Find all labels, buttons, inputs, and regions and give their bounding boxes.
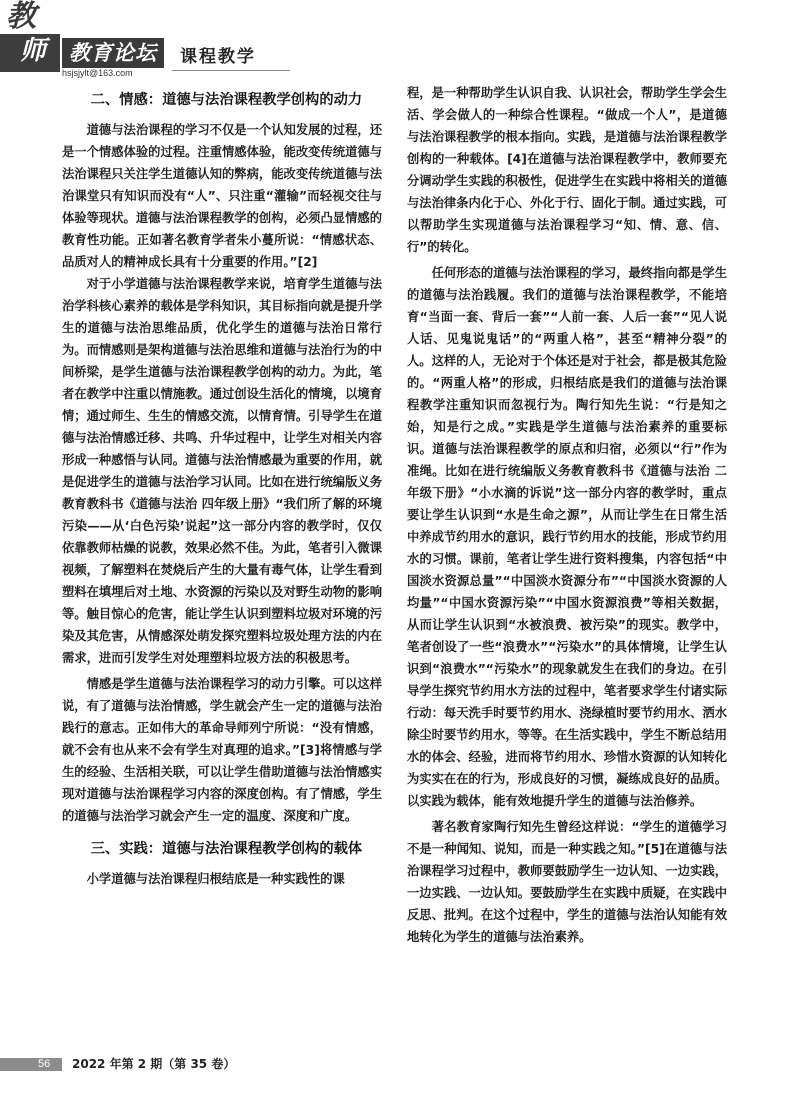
paragraph: 道德与法治课程的学习不仅是一个认知发展的过程，还是一个情感体验的过程。注重情感体验，能改变传统道德与法治课程只关注学生道德认知的弊病，能改变传统道德与法治课堂只有知识而没有“人”、只注重“灌输”而轻视交往与体验等现状。道德与法治课程教学的创构，必须凸显情感的教育性功能。正如著名教育学者朱小蔓所说：“情感状态、品质对人的精神成长具有十分重要的作用。”[2]: [62, 123, 382, 269]
paragraph: 任何形态的道德与法治课程的学习，最终指向都是学生的道德与法治践履。我们的道德与法治课程教学，不能培育“当面一套、背后一套”“人前一套、人后一套”“见人说人话、见鬼说鬼话”的“两重人格”，甚至“精神分裂”的人。这样的人，无论对于个体还是对于社会，都是极其危险的。“两重人格”的形成，归根结底是我们的道德与法治课程教学注重知识而忽视行为。陶行知先生说：“行是知之始，知是行之成。”实践是学生道德与法治素养的重要标识。道德与法治课程教学的原点和归宿，必须以“行”作为准绳。比如在进行统编版义务教育教科书《道德与法治 二年级下册》“小水滴的诉说”这一部分内容的教学时，重点要让学生认识到“水是生命之源”，从而让学生在日常生活中养成节约用水的意识，践行节约用水的技能，形成节约用水的习惯。课前，笔者让学生进行资料搜集，内容包括“中国淡水资源总量”“中国淡水资源分布”“中国淡水资源的人均量”“中国水资源污染”“中国水资源浪费”等相关数据，从而让学生认识到“水被浪费、被污染”的现实。教学中，笔者创设了一些“浪费水”“污染水”的具体情境，让学生认识到“浪费水”“污染水”的现象就发生在我们的身边。在引导学生探究节约用水方法的过程中，笔者要求学生付诸实际行动：每天洗手时要节约用水、浇绿植时要节约用水、洒水除尘时要节约用水，等等。在生活实践中，学生不断总结用水的体会、经验，进而将节约用水、珍惜水资源的认知转化为实实在在的行为，形成良好的习惯，凝练成良好的品质。以实践为载体，能有效地提升学生的道德与法治修养。: [407, 266, 727, 808]
page-number: 56: [38, 1058, 51, 1070]
paragraph: 程，是一种帮助学生认识自我、认识社会，帮助学生学会生活、学会做人的一种综合性课程。“做成一个人”，是道德与法治课程教学的根本指向。实践，是道德与法治课程教学创构的一种载体。[4]在道德与法治课程教学中，教师要充分调动学生实践的积极性，促进学生在实践中将相关的道德与法治律条内化于心、外化于行、固化于制。通过实践，可以帮助学生实现道德与法治课程学习“知、情、意、信、行”的转化。: [407, 86, 727, 254]
paragraph: 情感是学生道德与法治课程学习的动力引擎。可以这样说，有了道德与法治情感，学生就会产生一定的道德与法治践行的意志。正如伟大的革命导师列宁所说：“没有情感，就不会有也从来不会有学生对真理的追求。”[3]将情感与学生的经验、生活相关联，可以让学生借助道德与法治情感实现对道德与法治课程学习内容的深度创构。有了情感，学生的道德与法治学习就会产生一定的温度、深度和广度。: [62, 677, 382, 823]
logo-char-2: 师: [20, 36, 47, 66]
paragraph: 对于小学道德与法治课程教学来说，培育学生道德与法治学科核心素养的载体是学科知识，其目标指向就是提升学生的道德与法治思维品质，优化学生的道德与法治日常行为。而情感则是架构道德与法治思维和道德与法治行为的中间桥梁，是学生道德与法治课程教学创构的动力。为此，笔者在教学中注重以情施教。通过创设生活化的情境，以境育情；通过师生、生生的情感交流，以情育情。引导学生在道德与法治情感迁移、共鸣、升华过程中，让学生对相关内容形成一种感悟与认同。道德与法治情感最为重要的作用，就是促进学生的道德与法治学习认同。比如在进行统编版义务教育教科书《道德与法治 四年级上册》“我们所了解的环境污染——从‘白色污染’说起”这一部分内容的教学时，仅仅依靠教师枯燥的说教，效果必然不佳。为此，笔者引入微课视频，了解塑料在焚烧后产生的大量有毒气体，让学生看到塑料在填埋后对土地、水资源的污染以及对野生动物的影响等。触目惊心的危害，能让学生认识到塑料垃圾对环境的污染及其危害，从情感深处萌发探究塑料垃圾处理方法的内在需求，进而引发学生对处理塑料垃圾方法的积极思考。: [62, 277, 382, 665]
magazine-name: 教育论坛: [62, 38, 164, 68]
header-rule: [172, 70, 290, 71]
magazine-email: hsjsjylt@163.com: [62, 68, 133, 78]
footer-bar: [0, 1058, 62, 1071]
section-heading-2: 二、情感：道德与法治课程教学创构的动力: [90, 92, 363, 108]
paragraph: 著名教育家陶行知先生曾经这样说：“学生的道德学习不是一种闻知、说知，而是一种实践之知。”[5]在道德与法治课程学习过程中，教师要鼓励学生一边认知、一边实践，一边实践、一边认知。要鼓励学生在实践中质疑，在实践中反思、批判。在这个过程中，学生的道德与法治认知能有效地转化为学生的道德与法治素养。: [407, 820, 727, 944]
page-header: [0, 0, 791, 80]
right-column: [407, 82, 727, 948]
issue-info: 2022 年第 2 期（第 35 卷）: [72, 1057, 236, 1071]
paragraph: 小学道德与法治课程归根结底是一种实践性的课: [86, 872, 345, 886]
logo-char-1: 教: [6, 0, 36, 34]
section-title: 课程教学: [180, 47, 256, 67]
section-heading-3: 三、实践：道德与法治课程教学创构的载体: [90, 841, 363, 857]
left-column: [62, 88, 382, 890]
